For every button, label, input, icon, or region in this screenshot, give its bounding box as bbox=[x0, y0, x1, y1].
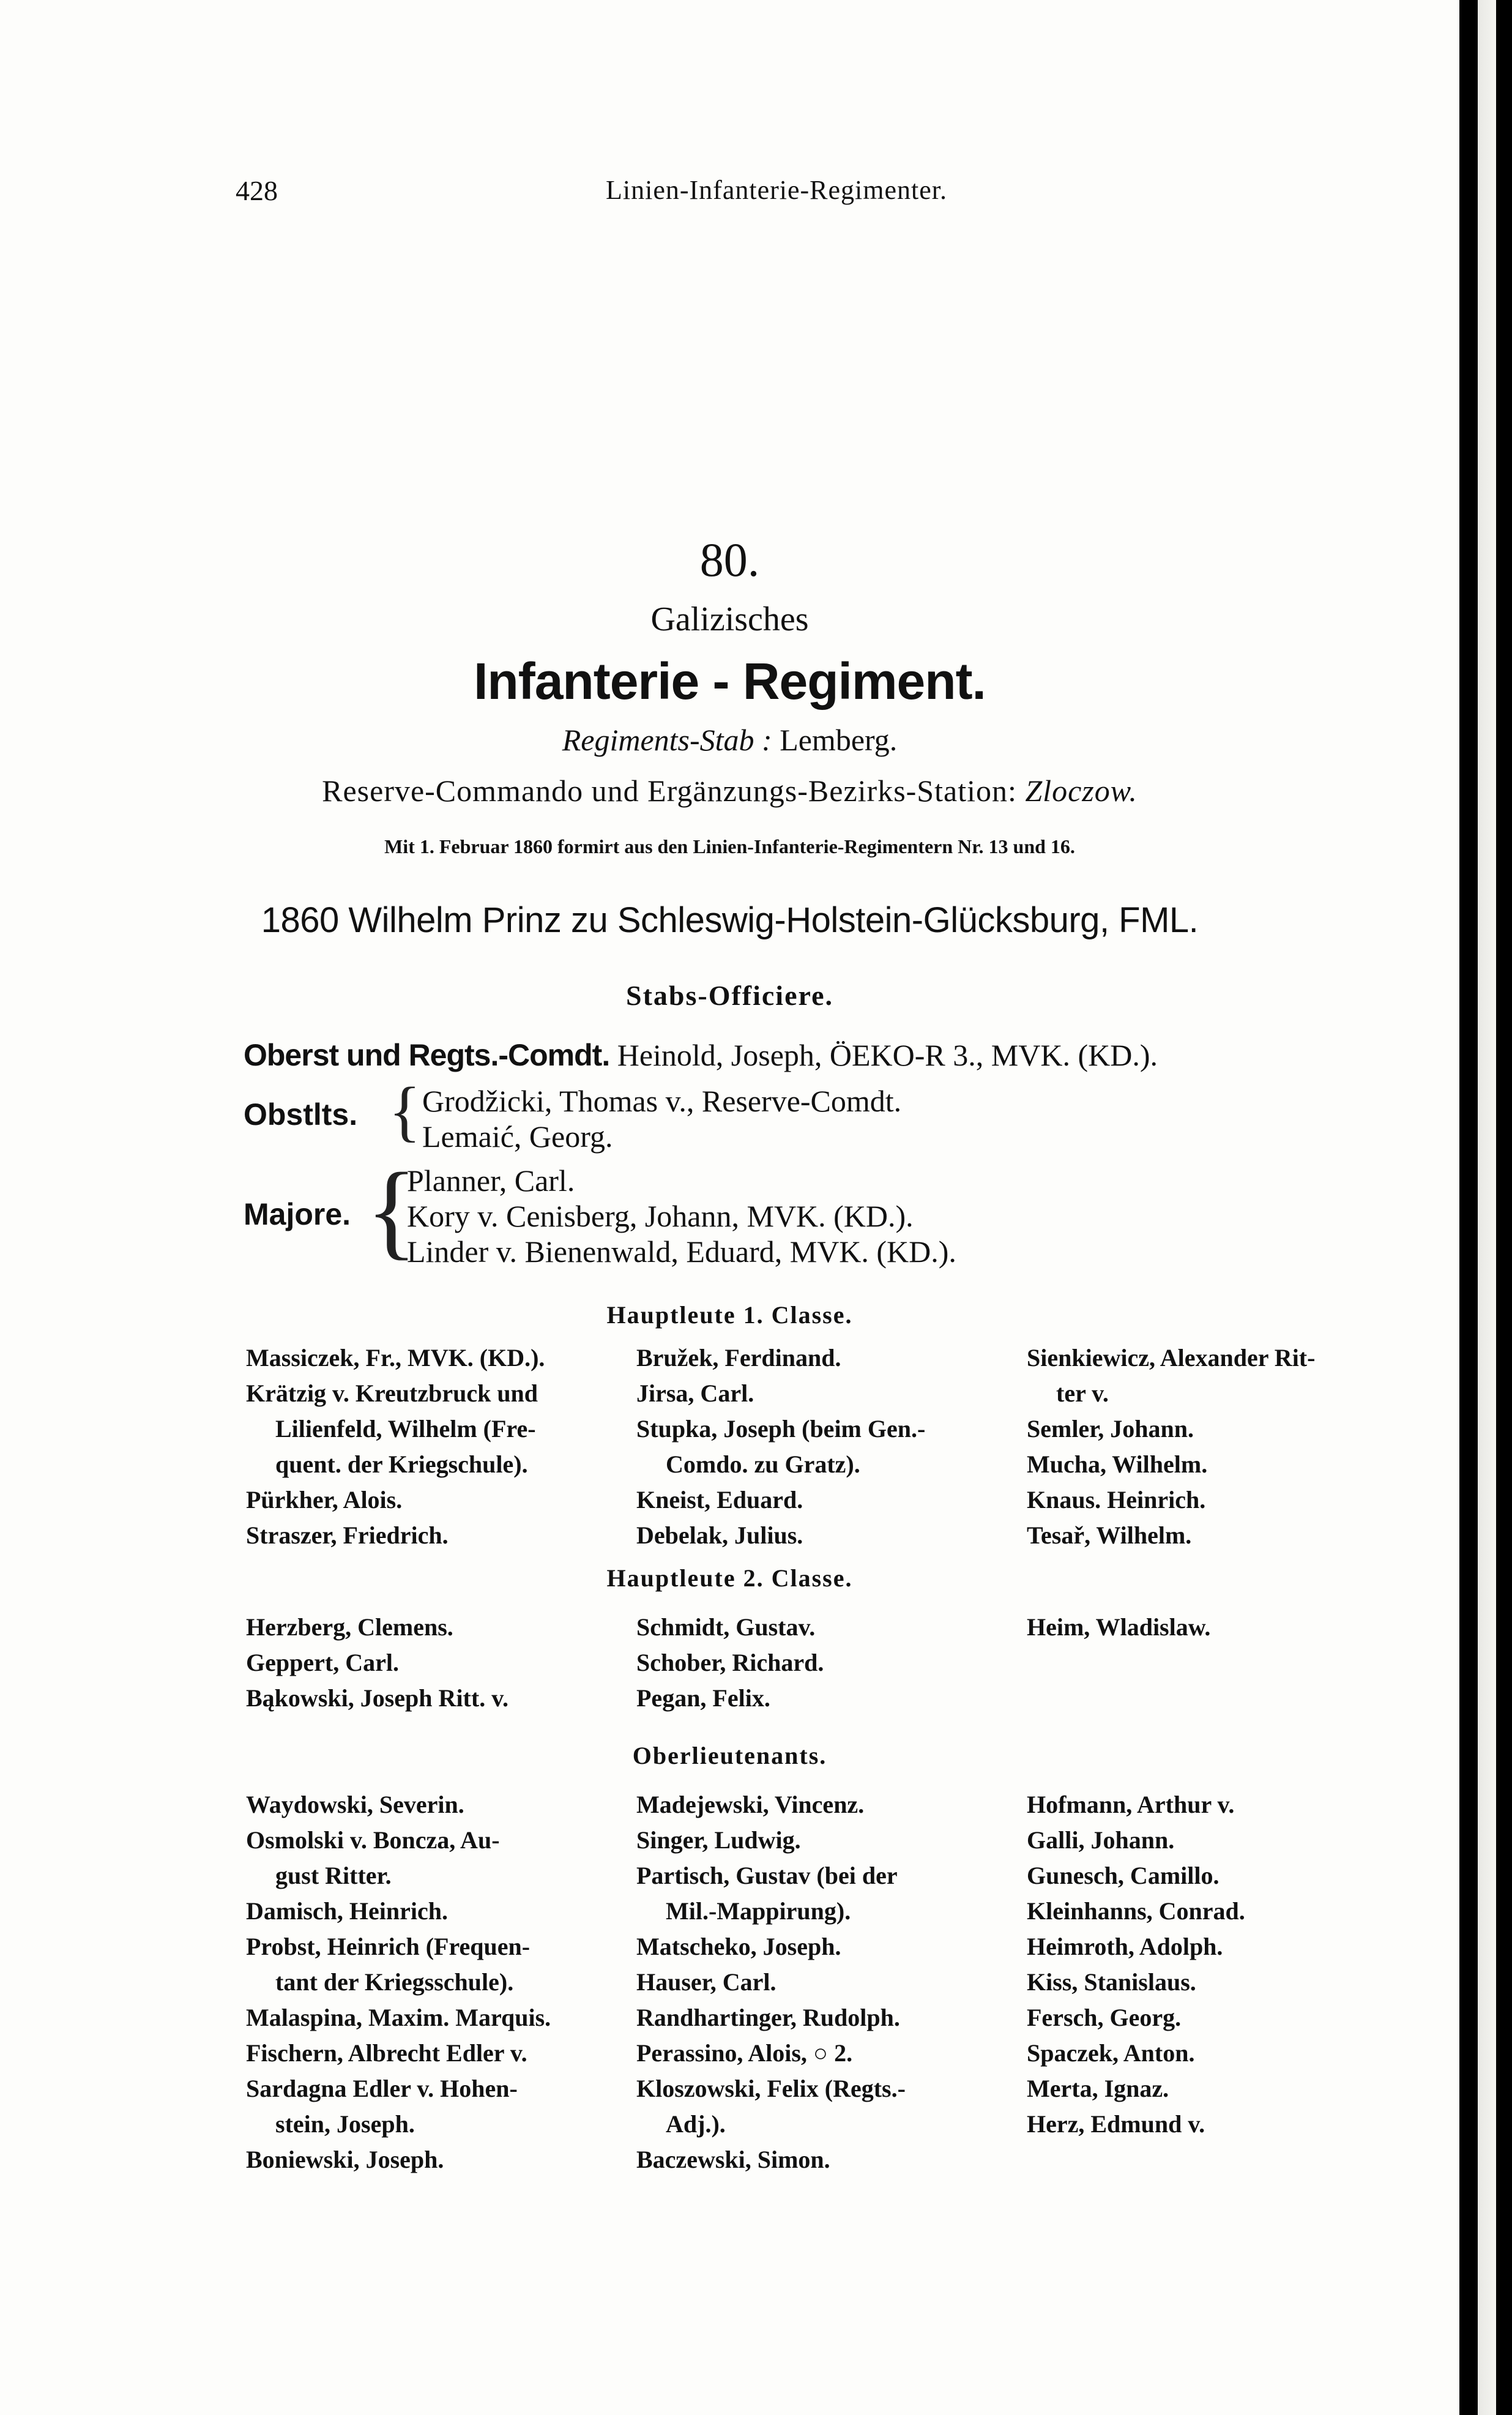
hauptleute-1-heading: Hauptleute 1. Classe. bbox=[606, 1301, 853, 1329]
column bbox=[246, 1610, 613, 1716]
officer-entry: Geppert, Carl. bbox=[246, 1649, 399, 1676]
majore-label: Majore. bbox=[244, 1197, 351, 1231]
column bbox=[636, 1787, 1022, 2178]
major-entry: Planner, Carl. bbox=[407, 1163, 575, 1198]
officer-entry: Pürkher, Alois. bbox=[246, 1486, 403, 1514]
officer-entry: Kiss, Stanislaus. bbox=[1027, 1968, 1196, 1996]
column bbox=[246, 1340, 613, 1553]
officer-entry: Fischern, Albrecht Edler v. bbox=[246, 2039, 527, 2067]
column bbox=[636, 1340, 1022, 1553]
officer-entry: Randhartinger, Rudolph. bbox=[636, 2004, 900, 2031]
officer-entry: Malaspina, Maxim. Marquis. bbox=[246, 2004, 551, 2031]
officer-entry: Bąkowski, Joseph Ritt. v. bbox=[246, 1684, 508, 1712]
name-continuation: Mil.-Mappirung). bbox=[666, 1897, 851, 1925]
officer-entry: Schober, Richard. bbox=[636, 1649, 824, 1676]
oberst-line bbox=[244, 1037, 1158, 1073]
majore-list bbox=[407, 1163, 956, 1269]
oberst-label: Oberst und Regts.-Comdt. bbox=[244, 1038, 610, 1072]
officer-entry: Merta, Ignaz. bbox=[1027, 2075, 1169, 2102]
stab-label: Regiments-Stab : bbox=[562, 723, 772, 757]
officer-entry: Jirsa, Carl. bbox=[636, 1379, 754, 1407]
name-continuation: quent. der Kriegschule). bbox=[275, 1450, 528, 1478]
stabs-officiere-heading: Stabs-Officiere. bbox=[625, 980, 834, 1011]
name-continuation: Comdo. zu Gratz). bbox=[666, 1450, 860, 1478]
officer-entry: Probst, Heinrich (Frequen- bbox=[246, 1933, 531, 1960]
officer-entry: Krätzig v. Kreutzbruck und bbox=[246, 1379, 538, 1407]
officer-entry: Hauser, Carl. bbox=[636, 1968, 776, 1996]
reserve-label: Reserve-Commando und Ergänzungs-Bezirks-Station: bbox=[322, 774, 1017, 808]
officer-entry: Straszer, Friedrich. bbox=[246, 1521, 449, 1549]
officer-entry: Knaus. Heinrich. bbox=[1027, 1486, 1206, 1514]
oberlieutenants-heading: Oberlieutenants. bbox=[632, 1742, 827, 1769]
hauptleute-2-heading: Hauptleute 2. Classe. bbox=[606, 1564, 853, 1592]
obstlts-brace: { bbox=[389, 1073, 421, 1148]
officer-entry: Baczewski, Simon. bbox=[636, 2146, 830, 2173]
officer-entry: Spaczek, Anton. bbox=[1027, 2039, 1195, 2067]
officer-entry: Waydowski, Severin. bbox=[246, 1791, 464, 1818]
regiment-title: Infanterie - Regiment. bbox=[474, 652, 986, 710]
officer-entry: Stupka, Joseph (beim Gen.- bbox=[636, 1415, 926, 1443]
officer-entry: Sienkiewicz, Alexander Rit- bbox=[1027, 1344, 1316, 1372]
running-title: Linien-Infanterie-Regimenter. bbox=[606, 175, 947, 205]
name-continuation: Adj.). bbox=[666, 2110, 726, 2138]
obstlt-entry: Grodžicki, Thomas v., Reserve-Comdt. bbox=[422, 1084, 902, 1118]
page-number: 428 bbox=[236, 175, 278, 206]
obstlts-list bbox=[422, 1083, 901, 1154]
officer-entry: Perassino, Alois, ○ 2. bbox=[636, 2039, 853, 2067]
reserve-value: Zloczow. bbox=[1025, 774, 1138, 808]
officer-entry: Singer, Ludwig. bbox=[636, 1826, 801, 1854]
officer-entry: Fersch, Georg. bbox=[1027, 2004, 1182, 2031]
officer-entry: Hofmann, Arthur v. bbox=[1027, 1791, 1235, 1818]
column bbox=[1027, 1610, 1394, 1645]
regiment-owner: 1860 Wilhelm Prinz zu Schleswig-Holstein-Glücksburg, FML. bbox=[261, 900, 1199, 940]
column bbox=[1027, 1340, 1394, 1553]
officer-entry: Schmidt, Gustav. bbox=[636, 1613, 816, 1641]
officer-entry: Matscheko, Joseph. bbox=[636, 1933, 841, 1960]
formation-note: Mit 1. Februar 1860 formirt aus den Linien-Infanterie-Regimentern Nr. 13 und 16. bbox=[384, 835, 1075, 857]
name-continuation: stein, Joseph. bbox=[275, 2110, 415, 2138]
scan-edge bbox=[1459, 0, 1512, 2415]
officer-entry: Semler, Johann. bbox=[1027, 1415, 1194, 1443]
officer-entry: Massiczek, Fr., MVK. (KD.). bbox=[246, 1344, 545, 1372]
officer-entry: Kleinhanns, Conrad. bbox=[1027, 1897, 1245, 1925]
column bbox=[246, 1787, 613, 2178]
officer-entry: Kneist, Eduard. bbox=[636, 1486, 803, 1514]
officer-entry: Herzberg, Clemens. bbox=[246, 1613, 453, 1641]
major-entry: Kory v. Cenisberg, Johann, MVK. (KD.). bbox=[407, 1199, 914, 1233]
page-header bbox=[0, 174, 1459, 211]
name-continuation: tant der Kriegsschule). bbox=[275, 1968, 514, 1996]
officer-entry: Galli, Johann. bbox=[1027, 1826, 1175, 1854]
officer-entry: Mucha, Wilhelm. bbox=[1027, 1450, 1208, 1478]
majore-brace: { bbox=[366, 1151, 417, 1269]
officer-entry: Sardagna Edler v. Hohen- bbox=[246, 2075, 518, 2102]
regiment-prefix: Galizisches bbox=[650, 600, 809, 638]
officer-entry: Debelak, Julius. bbox=[636, 1521, 803, 1549]
regiments-stab-line bbox=[0, 722, 1459, 758]
officer-entry: Madejewski, Vincenz. bbox=[636, 1791, 865, 1818]
officer-entry: Pegan, Felix. bbox=[636, 1684, 770, 1712]
column bbox=[636, 1610, 1022, 1716]
obstlts-label: Obstlts. bbox=[244, 1097, 358, 1132]
regiment-number: 80. bbox=[699, 533, 760, 586]
oberst-name: Heinold, Joseph, ÖEKO-R 3., MVK. (KD.). bbox=[617, 1038, 1158, 1072]
officer-entry: Damisch, Heinrich. bbox=[246, 1897, 448, 1925]
officer-entry: Herz, Edmund v. bbox=[1027, 2110, 1205, 2138]
column bbox=[1027, 1787, 1394, 2142]
stab-value: Lemberg. bbox=[780, 723, 898, 757]
officer-entry: Heim, Wladislaw. bbox=[1027, 1613, 1211, 1641]
obstlt-entry: Lemaić, Georg. bbox=[422, 1119, 613, 1154]
officer-entry: Kloszowski, Felix (Regts.- bbox=[636, 2075, 906, 2102]
name-continuation: gust Ritter. bbox=[275, 1862, 392, 1889]
officer-entry: Heimroth, Adolph. bbox=[1027, 1933, 1223, 1960]
officer-entry: Boniewski, Joseph. bbox=[246, 2146, 444, 2173]
officer-entry: Bružek, Ferdinand. bbox=[636, 1344, 841, 1372]
officer-entry: Partisch, Gustav (bei der bbox=[636, 1862, 898, 1889]
name-continuation: Lilienfeld, Wilhelm (Fre- bbox=[275, 1415, 536, 1443]
officer-entry: Tesař, Wilhelm. bbox=[1027, 1521, 1192, 1549]
name-continuation: ter v. bbox=[1056, 1379, 1109, 1407]
major-entry: Linder v. Bienenwald, Eduard, MVK. (KD.). bbox=[407, 1234, 956, 1269]
officer-entry: Osmolski v. Boncza, Au- bbox=[246, 1826, 500, 1854]
reserve-commando-line bbox=[0, 773, 1459, 808]
officer-entry: Gunesch, Camillo. bbox=[1027, 1862, 1220, 1889]
